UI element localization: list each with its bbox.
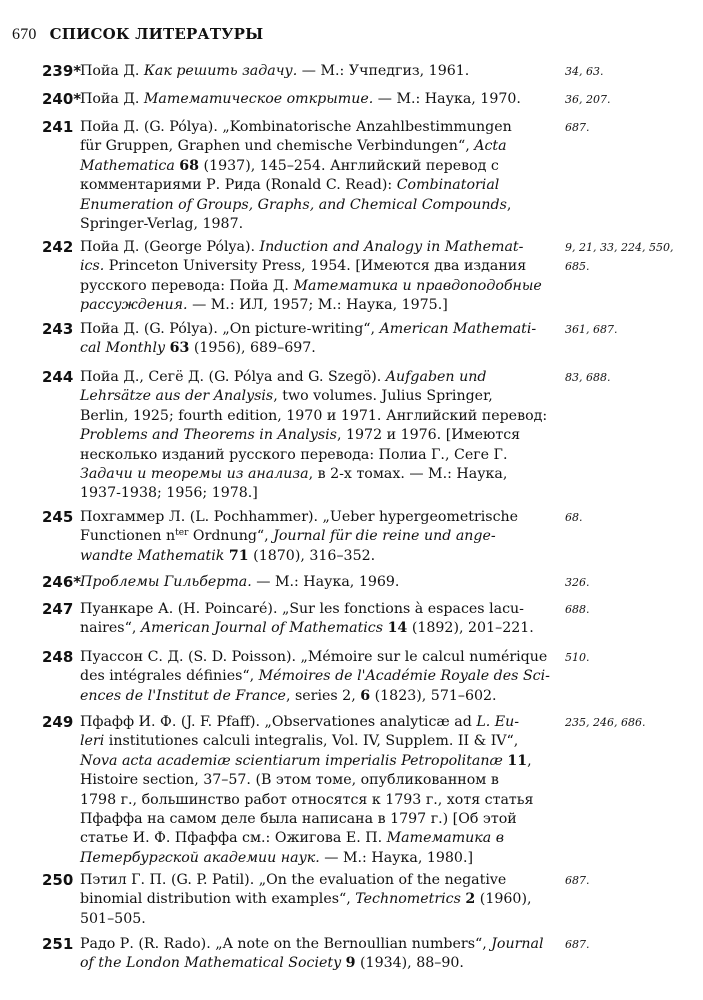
entry-text (80, 871, 546, 929)
cited-pages (565, 118, 695, 137)
entry-text (80, 713, 546, 868)
entry-number: 244 (42, 368, 74, 386)
entry-line: Пфаффа на самом деле была написана в 1797 г.) [Об этой (80, 811, 517, 828)
entry-line: Springer-Verlag, 1987. (80, 216, 244, 233)
entry-number: 241 (42, 118, 74, 136)
cited-pages-line: 510. (565, 651, 590, 664)
cited-pages (565, 320, 695, 339)
entry-line: Пойа Д. (G. Pólya). „Kombinatorische Anzahlbestimmungen (80, 119, 512, 135)
entry-line: статье И. Ф. Пфаффа см.: Ожигова Е. П. Математика в (80, 830, 505, 847)
entry-line: Пэтил Г. П. (G. P. Patil). „On the evaluation of the negative (80, 872, 507, 888)
entry-text (80, 573, 546, 592)
entry-line: Пойа Д., Сегё Д. (G. Pólya and G. Szegö). Aufgaben und (80, 369, 487, 385)
cited-pages (565, 648, 695, 667)
cited-pages-line: 36, 207. (565, 93, 611, 106)
entry-line: Петербургской академии наук. — М.: Наука, 1980.] (80, 849, 474, 866)
cited-pages-line: 687. (565, 121, 590, 134)
cited-pages-line: 687. (565, 938, 590, 951)
entry-number: 248 (42, 648, 74, 666)
entry-text (80, 368, 546, 504)
cited-pages-line: 83, 688. (565, 371, 611, 384)
entry-line: 1937-1938; 1956; 1978.] (80, 485, 258, 502)
entry-line: wandte Mathematik 71 (1870), 316–352. (80, 547, 376, 564)
cited-pages-line: 326. (565, 576, 590, 589)
cited-pages-line: 9, 21, 33, 224, 550, (565, 241, 674, 254)
page-title: СПИСОК ЛИТЕРАТУРЫ (49, 25, 264, 43)
entry-number: 251 (42, 935, 74, 953)
entry-line: рассуждения. — М.: ИЛ, 1957; М.: Наука, 1975.] (80, 297, 448, 314)
entry-text (80, 648, 550, 706)
entry-number: 239* (42, 62, 82, 80)
entry-line: Problems and Theorems in Analysis, 1972 и 1976. [Имеются (80, 427, 521, 444)
entry-text (80, 935, 546, 974)
entry-line: русского перевода: Пойа Д. Математика и правдоподобные (80, 277, 542, 294)
entry-number: 250 (42, 871, 74, 889)
page-header (12, 25, 263, 44)
entry-line: of the London Mathematical Society 9 (1934), 88–90. (80, 955, 464, 972)
entry-number: 242 (42, 238, 74, 256)
entry-line: für Gruppen, Graphen und chemische Verbindungen“, Acta (80, 138, 507, 155)
entry-line: Проблемы Гильберта. — М.: Наука, 1969. (80, 574, 400, 590)
entry-line: naires“, American Journal of Mathematics 14 (1892), 201–221. (80, 620, 534, 637)
entry-line: binomial distribution with examples“, Technometrics 2 (1960), (80, 891, 532, 908)
entry-line: Berlin, 1925; fourth edition, 1970 и 1971. Английский перевод: (80, 407, 548, 424)
cited-pages-line: 68. (565, 511, 583, 524)
entry-line: 1798 г., большинство работ относятся к 1793 г., хотя статья (80, 791, 534, 808)
entry-line: несколько изданий русского перевода: Полиа Г., Сеге Г. (80, 446, 508, 463)
entry-line: Пуассон С. Д. (S. D. Poisson). „Mémoire sur le calcul numérique (80, 649, 548, 665)
cited-pages-line: 687. (565, 874, 590, 887)
cited-pages-line: 34, 63. (565, 65, 604, 78)
cited-pages (565, 508, 695, 527)
cited-pages (565, 573, 695, 592)
cited-pages (565, 600, 695, 619)
entry-line: Histoire section, 37–57. (В этом томе, опубликованном в (80, 772, 499, 789)
entry-line: cal Monthly 63 (1956), 689–697. (80, 340, 316, 357)
entry-text (80, 320, 546, 359)
entry-text (80, 90, 546, 109)
cited-pages (565, 238, 695, 277)
cited-pages (565, 713, 695, 732)
entry-line: des intégrales définies“, Mémoires de l'Académie Royale des Sci- (80, 668, 550, 685)
page-number: 670 (12, 26, 37, 43)
entry-line: ics. Princeton University Press, 1954. [Имеются два издания (80, 258, 527, 275)
entry-line: Пойа Д. (George Pólya). Induction and Analogy in Mathemat- (80, 239, 524, 255)
entry-number: 249 (42, 713, 74, 731)
cited-pages (565, 871, 695, 890)
entry-line: ences de l'Institut de France, series 2, 6 (1823), 571–602. (80, 687, 497, 704)
cited-pages-line: 685. (565, 260, 590, 274)
cited-pages (565, 368, 695, 387)
entry-number: 240* (42, 90, 82, 108)
entry-line: Nova acta academiæ scientiarum imperialis Petropolitanæ 11, (80, 752, 532, 769)
entry-line: Functionen $n^{ter}$ Ordnung“, Journal für die reine und ange- (80, 528, 496, 545)
entry-line: Пуанкаре А. (H. Poincaré). „Sur les fonctions à espaces lacu- (80, 601, 524, 617)
entry-line: Похгаммер Л. (L. Pochhammer). „Ueber hypergeometrische (80, 509, 519, 525)
entry-line: Mathematica 68 (1937), 145–254. Английский перевод с (80, 157, 499, 174)
entry-line: Пойа Д. Математическое открытие. — М.: Наука, 1970. (80, 91, 521, 107)
entry-number: 247 (42, 600, 74, 618)
cited-pages-line: 688. (565, 603, 590, 616)
entry-line: 501–505. (80, 910, 146, 927)
cited-pages (565, 62, 695, 81)
cited-pages (565, 90, 695, 109)
entry-line: комментариями Р. Рида (Ronald C. Read): Combinatorial (80, 177, 500, 194)
entry-number: 245 (42, 508, 74, 526)
entry-text (80, 118, 546, 234)
entry-number: 246* (42, 573, 82, 591)
entry-line: Радо Р. (R. Rado). „A note on the Bernoullian numbers“, Journal (80, 936, 544, 952)
entry-line: leri institutiones calculi integralis, Vol. IV, Supplem. II & IV“, (80, 733, 519, 750)
cited-pages-line: 361, 687. (565, 323, 618, 336)
entry-text (80, 238, 546, 316)
entry-line: Enumeration of Groups, Graphs, and Chemical Compounds, (80, 196, 512, 213)
entry-number: 243 (42, 320, 74, 338)
entry-line: Пойа Д. (G. Pólya). „On picture-writing“, American Mathemati- (80, 321, 537, 337)
entry-line: Lehrsätze aus der Analysis, two volumes. Julius Springer, (80, 388, 493, 405)
entry-line: Пойа Д. Как решить задачу. — М.: Учпедгиз, 1961. (80, 63, 470, 79)
entry-text (80, 508, 546, 566)
entry-text (80, 62, 546, 81)
entry-line: Пфафф И. Ф. (J. F. Pfaff). „Observationes analyticæ ad L. Eu- (80, 714, 520, 730)
entry-text (80, 600, 546, 639)
cited-pages-line: 235, 246, 686. (565, 716, 646, 729)
entry-line: Задачи и теоремы из анализа, в 2-х томах. — М.: Наука, (80, 466, 508, 483)
cited-pages (565, 935, 695, 954)
